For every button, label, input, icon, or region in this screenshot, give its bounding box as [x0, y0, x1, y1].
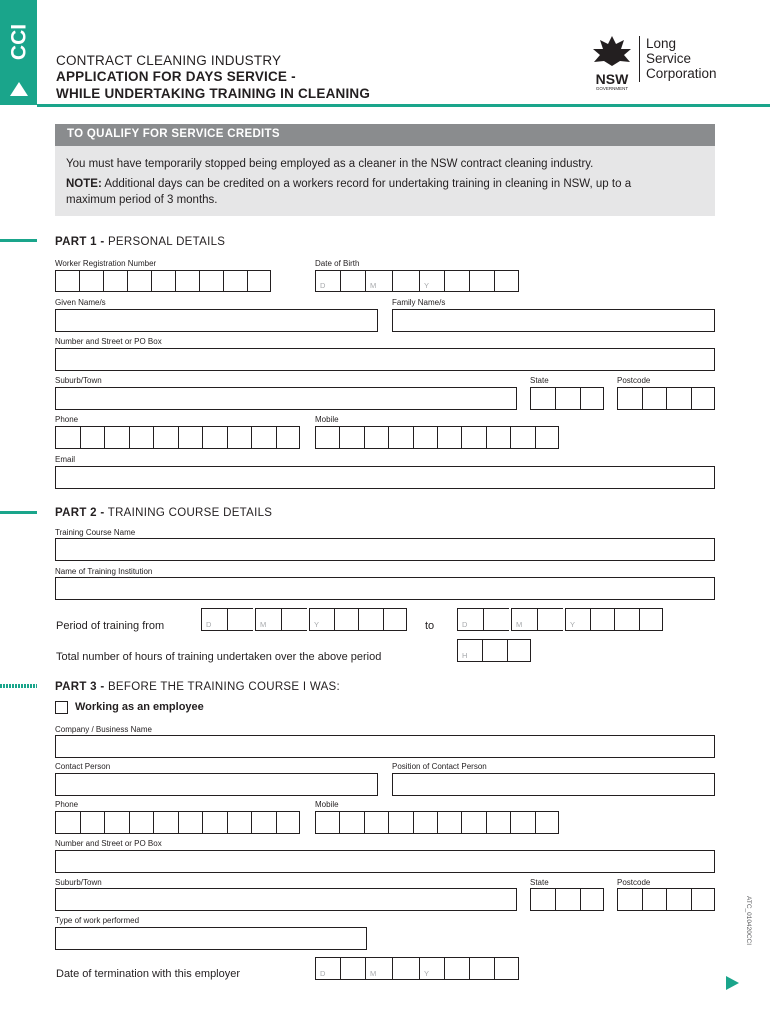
part2-title	[55, 507, 272, 519]
employee-checkbox[interactable]	[55, 701, 68, 714]
employer-mobile-label: Mobile	[315, 800, 339, 809]
employer-state-char[interactable]	[580, 888, 604, 911]
mobile-digit[interactable]	[315, 426, 339, 449]
dob-year[interactable]	[494, 270, 519, 292]
cci-tab-text: CCI	[7, 23, 31, 61]
mobile-digit[interactable]	[339, 426, 363, 449]
dob-year[interactable]	[469, 270, 494, 292]
termination-date-boxes[interactable]	[315, 957, 519, 980]
dob-label: Date of Birth	[315, 259, 360, 268]
contact-label: Contact Person	[55, 762, 111, 771]
employer-suburb-field[interactable]	[55, 888, 517, 911]
mobile-digit[interactable]	[461, 426, 485, 449]
phone-digit[interactable]	[251, 426, 276, 449]
qualify-note	[66, 176, 706, 208]
to-day[interactable]: D	[457, 608, 483, 631]
mobile-label: Mobile	[315, 415, 339, 424]
employer-phone-digit[interactable]	[202, 811, 227, 834]
mobile-digit[interactable]	[486, 426, 510, 449]
state-char[interactable]	[530, 387, 555, 410]
hours-digit[interactable]	[482, 639, 507, 662]
employer-phone-digit[interactable]	[178, 811, 203, 834]
hours-label: Total number of hours of training undertaken over the above period	[56, 651, 382, 663]
period-to-boxes[interactable]	[457, 608, 663, 631]
termination-month[interactable]: M	[365, 957, 392, 980]
worker-reg-label: Worker Registration Number	[55, 259, 157, 268]
employer-phone-digit[interactable]	[129, 811, 154, 834]
cci-side-tab	[0, 0, 37, 105]
family-name-label: Family Name/s	[392, 298, 446, 307]
mobile-digit[interactable]	[388, 426, 412, 449]
dob-boxes[interactable]	[315, 270, 519, 292]
to-month[interactable]: M	[511, 608, 537, 631]
employer-state-char[interactable]	[530, 888, 555, 911]
employee-option-label: Working as an employee	[75, 701, 204, 713]
street-label: Number and Street or PO Box	[55, 337, 162, 346]
logo-divider	[639, 36, 640, 82]
company-label: Company / Business Name	[55, 725, 152, 734]
employer-phone-digit[interactable]	[55, 811, 80, 834]
phone-digit[interactable]	[104, 426, 129, 449]
dob-year[interactable]	[444, 270, 469, 292]
employer-state-char[interactable]	[555, 888, 580, 911]
employer-postcode-boxes[interactable]	[617, 888, 715, 911]
employer-mobile-digit[interactable]	[510, 811, 534, 834]
worker-reg-digit[interactable]	[79, 270, 103, 292]
employer-mobile-digit[interactable]	[461, 811, 485, 834]
mobile-digit[interactable]	[437, 426, 461, 449]
suburb-label: Suburb/Town	[55, 376, 102, 385]
institution-label: Name of Training Institution	[55, 567, 153, 576]
company-field[interactable]	[55, 735, 715, 758]
part3-marker	[0, 684, 37, 688]
note-line2: maximum period of 3 months.	[66, 194, 218, 206]
dob-month[interactable]	[392, 270, 419, 292]
mobile-digit[interactable]	[413, 426, 437, 449]
worker-reg-digit[interactable]	[247, 270, 271, 292]
worker-reg-digit[interactable]	[127, 270, 151, 292]
given-name-field[interactable]	[55, 309, 378, 332]
street-field[interactable]	[55, 348, 715, 371]
termination-day[interactable]: D	[315, 957, 340, 980]
to-year[interactable]: Y	[565, 608, 590, 631]
phone-digit[interactable]	[129, 426, 154, 449]
from-year[interactable]	[358, 608, 383, 631]
mobile-digit[interactable]	[535, 426, 559, 449]
phone-digit[interactable]	[55, 426, 80, 449]
employer-postcode-label: Postcode	[617, 878, 651, 887]
employer-postcode-digit[interactable]	[666, 888, 691, 911]
waratah-icon	[589, 34, 635, 68]
employer-phone-digit[interactable]	[104, 811, 129, 834]
employer-suburb-label: Suburb/Town	[55, 878, 102, 887]
worker-reg-digit[interactable]	[223, 270, 247, 292]
phone-digit[interactable]	[227, 426, 252, 449]
from-month[interactable]	[281, 608, 307, 631]
employer-phone-digit[interactable]	[276, 811, 301, 834]
state-char[interactable]	[555, 387, 580, 410]
form-title-line1: APPLICATION FOR DAYS SERVICE -	[56, 69, 296, 84]
phone-label: Phone	[55, 415, 79, 424]
lsc-line2: Service	[646, 51, 692, 66]
qualify-text: You must have temporarily stopped being employed as a cleaner in the NSW contract cleaning industry.	[66, 158, 594, 170]
from-year[interactable]: Y	[309, 608, 334, 631]
note-line1: Additional days can be credited on a workers record for undertaking training in cleaning in NSW, up to a	[101, 178, 632, 190]
course-name-label: Training Course Name	[55, 528, 136, 537]
lsc-line1: Long	[646, 36, 677, 51]
phone-digit[interactable]	[202, 426, 227, 449]
part3-number: PART 3 -	[55, 681, 105, 693]
lsc-name	[646, 36, 717, 81]
employer-state-label: State	[530, 878, 549, 887]
worker-prefix: W	[55, 270, 79, 292]
qualify-heading: TO QUALIFY FOR SERVICE CREDITS	[55, 124, 715, 146]
termination-year[interactable]	[494, 957, 519, 980]
form-category: CONTRACT CLEANING INDUSTRY	[56, 53, 282, 68]
hours-boxes[interactable]	[457, 639, 531, 662]
phone-digit[interactable]	[153, 426, 178, 449]
contact-position-field[interactable]	[392, 773, 715, 796]
mobile-boxes[interactable]	[315, 426, 559, 449]
period-to-label: to	[425, 620, 435, 632]
note-label: NOTE:	[66, 178, 102, 190]
email-label: Email	[55, 455, 76, 464]
period-from-label: Period of training from	[56, 620, 165, 632]
contact-position-label: Position of Contact Person	[392, 762, 487, 771]
termination-day[interactable]	[340, 957, 365, 980]
termination-year[interactable]: Y	[419, 957, 444, 980]
to-year[interactable]	[590, 608, 615, 631]
phone-digit[interactable]	[276, 426, 301, 449]
employer-mobile-digit[interactable]	[535, 811, 559, 834]
dob-month[interactable]: M	[365, 270, 392, 292]
work-type-label: Type of work performed	[55, 916, 140, 925]
employer-street-label: Number and Street or PO Box	[55, 839, 162, 848]
part2-heading: TRAINING COURSE DETAILS	[104, 507, 273, 519]
postcode-digit[interactable]	[642, 387, 666, 410]
employer-mobile-digit[interactable]	[315, 811, 339, 834]
employer-phone-digit[interactable]	[153, 811, 178, 834]
employer-mobile-boxes[interactable]	[315, 811, 559, 834]
part2-marker	[0, 511, 37, 514]
employer-state-boxes[interactable]	[530, 888, 604, 911]
postcode-label: Postcode	[617, 376, 651, 385]
phone-digit[interactable]	[80, 426, 105, 449]
from-year[interactable]	[334, 608, 359, 631]
dob-day[interactable]: D	[315, 270, 340, 292]
employer-postcode-digit[interactable]	[691, 888, 715, 911]
given-name-label: Given Name/s	[55, 298, 106, 307]
suburb-field[interactable]	[55, 387, 517, 410]
to-month[interactable]	[537, 608, 563, 631]
employer-mobile-digit[interactable]	[437, 811, 461, 834]
employer-mobile-digit[interactable]	[486, 811, 510, 834]
worker-reg-digit[interactable]	[175, 270, 199, 292]
dob-year[interactable]: Y	[419, 270, 444, 292]
part1-title	[55, 236, 225, 248]
phone-boxes[interactable]	[55, 426, 300, 449]
employer-phone-boxes[interactable]	[55, 811, 300, 834]
employer-phone-digit[interactable]	[251, 811, 276, 834]
employer-postcode-digit[interactable]	[617, 888, 642, 911]
termination-year[interactable]	[444, 957, 469, 980]
worker-reg-digit[interactable]	[103, 270, 127, 292]
nsw-government-logo	[589, 34, 635, 91]
employer-mobile-digit[interactable]	[364, 811, 388, 834]
email-field[interactable]	[55, 466, 715, 489]
to-year[interactable]	[639, 608, 664, 631]
part3-title	[55, 681, 340, 693]
worker-reg-digit[interactable]	[199, 270, 223, 292]
employer-mobile-digit[interactable]	[388, 811, 412, 834]
part1-marker	[0, 239, 37, 242]
next-page-arrow-icon[interactable]	[724, 975, 740, 991]
form-code: ATC_010420CCI	[745, 896, 752, 946]
from-day[interactable]: D	[201, 608, 227, 631]
employer-phone-digit[interactable]	[227, 811, 252, 834]
part1-heading: PERSONAL DETAILS	[104, 236, 226, 248]
mobile-digit[interactable]	[510, 426, 534, 449]
hours-digit[interactable]: H	[457, 639, 482, 662]
course-name-field[interactable]	[55, 538, 715, 561]
employer-street-field[interactable]	[55, 850, 715, 873]
mobile-digit[interactable]	[364, 426, 388, 449]
cci-tab-label-graphic	[4, 0, 34, 105]
postcode-digit[interactable]	[691, 387, 715, 410]
family-name-field[interactable]	[392, 309, 715, 332]
dob-day[interactable]	[340, 270, 365, 292]
employer-mobile-digit[interactable]	[339, 811, 363, 834]
phone-digit[interactable]	[178, 426, 203, 449]
from-year[interactable]	[383, 608, 408, 631]
contact-field[interactable]	[55, 773, 378, 796]
work-type-field[interactable]	[55, 927, 367, 950]
hours-digit[interactable]	[507, 639, 531, 662]
period-from-boxes[interactable]	[201, 608, 407, 631]
triangle-icon	[10, 82, 28, 96]
part1-number: PART 1 -	[55, 236, 105, 248]
termination-label: Date of termination with this employer	[56, 968, 241, 980]
state-boxes[interactable]	[530, 387, 604, 410]
state-label: State	[530, 376, 549, 385]
employer-phone-label: Phone	[55, 800, 79, 809]
to-year[interactable]	[614, 608, 639, 631]
form-title-line2: WHILE UNDERTAKING TRAINING IN CLEANING	[56, 86, 371, 101]
part3-heading: BEFORE THE TRAINING COURSE I WAS:	[104, 681, 341, 693]
government-text: GOVERNMENT	[595, 86, 629, 91]
employer-mobile-digit[interactable]	[413, 811, 437, 834]
institution-field[interactable]	[55, 577, 715, 600]
header-rule	[37, 104, 770, 107]
part2-number: PART 2 -	[55, 507, 105, 519]
worker-reg-boxes[interactable]	[55, 270, 271, 292]
postcode-digit[interactable]	[666, 387, 691, 410]
employer-postcode-digit[interactable]	[642, 888, 666, 911]
to-day[interactable]	[483, 608, 509, 631]
lsc-line3: Corporation	[646, 66, 717, 81]
worker-reg-digit[interactable]	[151, 270, 175, 292]
postcode-boxes[interactable]	[617, 387, 715, 410]
nsw-text: NSW	[595, 71, 629, 87]
employer-phone-digit[interactable]	[80, 811, 105, 834]
postcode-digit[interactable]	[617, 387, 642, 410]
termination-month[interactable]	[392, 957, 419, 980]
from-day[interactable]	[227, 608, 253, 631]
termination-year[interactable]	[469, 957, 494, 980]
state-char[interactable]	[580, 387, 604, 410]
from-month[interactable]: M	[255, 608, 281, 631]
